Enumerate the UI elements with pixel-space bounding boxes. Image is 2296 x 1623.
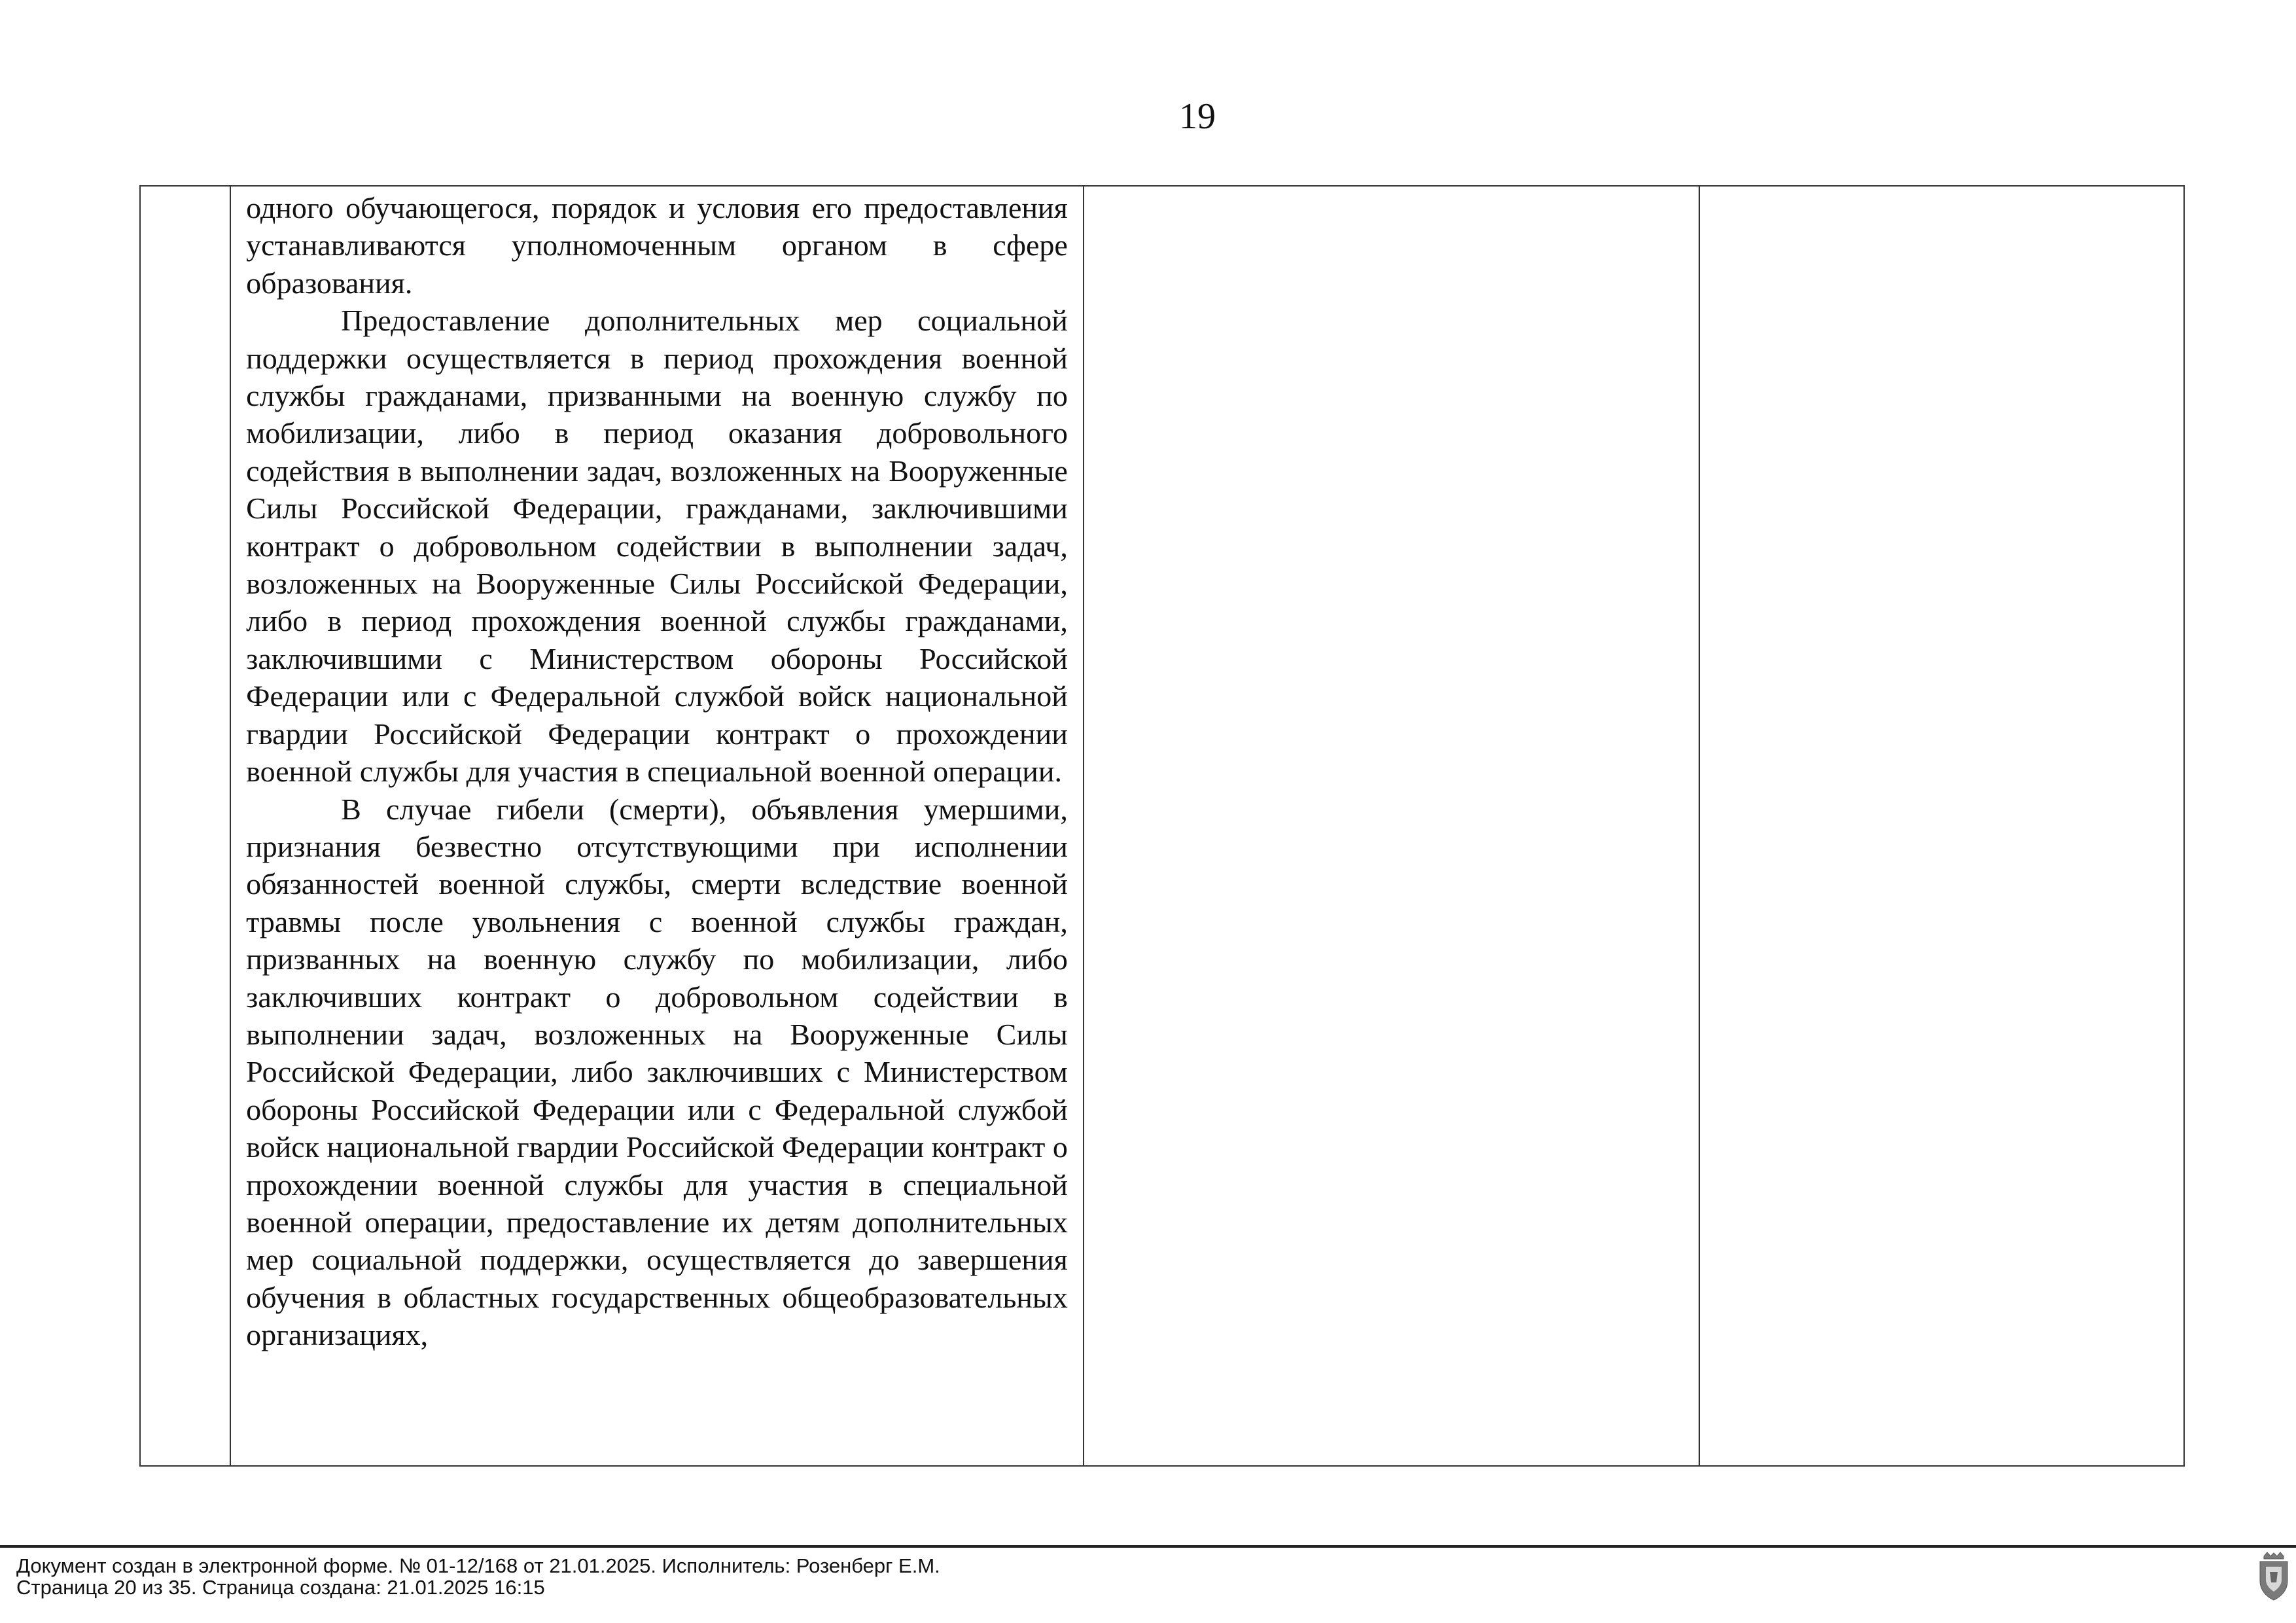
page-number: 19: [1179, 96, 1216, 137]
table-cell-column-3: [1084, 186, 1699, 1466]
footer-divider: [0, 1545, 2296, 1548]
footer-page-info: Страница 20 из 35. Страница создана: 21.01.2025 16:15: [16, 1576, 545, 1599]
document-table: [139, 185, 2185, 1467]
paragraph-death-case: В случае гибели (смерти), объявления умершими, признания безвестно отсутствующими при исполнении обязанностей военной службы, смерти вследствие военной травмы после увольнения с военной службы граждан, призванных на военную службу по мобилизации, либо заключивших контракт о добровольном содействии в выполнении задач, возложенных на Вооруженные Силы Российской Федерации, либо заключивших с Министерством обороны Российской Федерации или с Федеральной службой войск национальной гвардии Российской Федерации контракт о прохождении военной службы для участия в специальной военной операции, предоставление их детям дополнительных мер социальной поддержки, осуществляется до завершения обучения в областных государственных общеобразовательных организациях,: [246, 792, 1068, 1352]
table-cell-content: [230, 186, 1084, 1466]
regional-coat-of-arms-icon: [2257, 1552, 2290, 1601]
table-cell-number: [140, 186, 230, 1466]
footer: [16, 1555, 940, 1598]
cell-text-block: [231, 187, 1083, 1465]
table-row: [140, 186, 2184, 1466]
footer-document-info: Документ создан в электронной форме. № 01-12/168 от 21.01.2025. Исполнитель: Розенберг Е.М.: [16, 1554, 940, 1577]
table-cell-column-4: [1699, 186, 2184, 1466]
paragraph-support-period: Предоставление дополнительных мер социальной поддержки осуществляется в период прохождения военной службы гражданами, призванными на военную службу по мобилизации, либо в период оказания добровольного содействия в выполнении задач, возложенных на Вооруженные Силы Российской Федерации, гражданами, заключившими контракт о добровольном содействии в выполнении задач, возложенных на Вооруженные Силы Российской Федерации, либо в период прохождения военной службы гражданами, заключившими с Министерством обороны Российской Федерации или с Федеральной службой войск национальной гвардии Российской Федерации контракт о прохождении военной службы для участия в специальной военной операции.: [246, 304, 1068, 789]
paragraph-continuation: одного обучающегося, порядок и условия его предоставления устанавливаются уполномоченным органом в сфере образования.: [246, 191, 1068, 300]
